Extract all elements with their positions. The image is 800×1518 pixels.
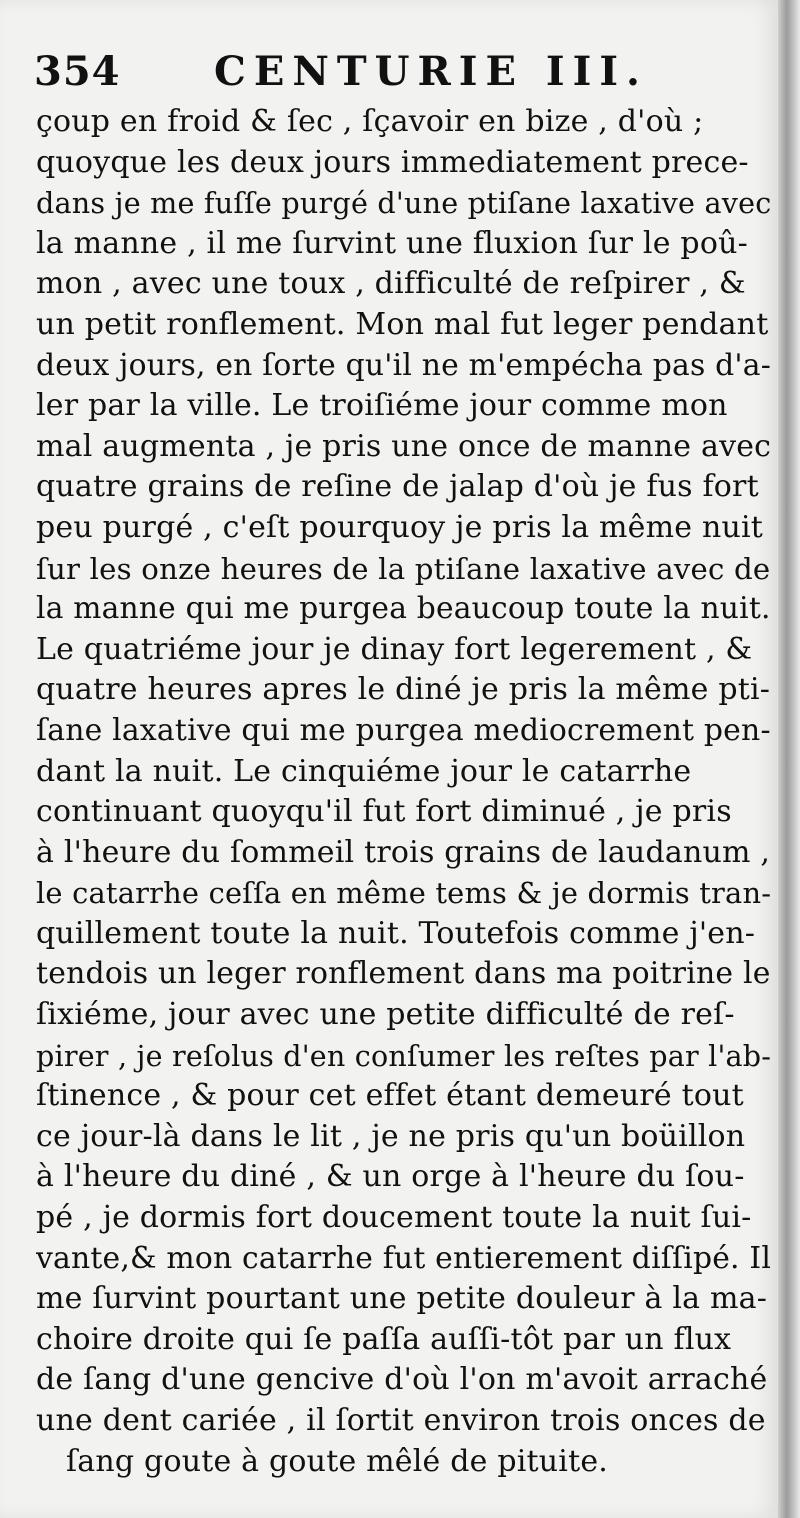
text-line: la manne , il me ſurvint une fluxion ſur le poû-: [36, 225, 748, 261]
text-line: dant la nuit. Le cinquiéme jour le catarrhe: [36, 753, 692, 789]
text-line: vante,& mon catarrhe fut entierement diſſipé. Il: [36, 1240, 772, 1276]
text-line: ſtinence , & pour cet effet étant demeuré tout: [36, 1078, 744, 1114]
text-line: peu purgé , c'eſt pourquoy je pris la même nuit: [36, 509, 764, 545]
text-line: dans je me fuſſe purgé d'une ptiſane laxative avec: [36, 186, 772, 221]
text-line: à l'heure du ſommeil trois grains de laudanum ,: [36, 834, 771, 870]
text-line: me ſurvint pourtant une petite douleur à la ma-: [36, 1281, 768, 1317]
text-line: le catarrhe ceſſa en même tems & je dormis tran-: [36, 876, 772, 911]
text-line: choire droite qui ſe paſſa auſſi-tôt par un flux: [36, 1321, 732, 1357]
text-line: continuant quoyqu'il fut fort diminué , je pris: [36, 794, 732, 830]
text-line-last: ſang goute à goute mêlé de pituite.: [66, 1443, 609, 1479]
text-line: à l'heure du diné , & un orge à l'heure du ſou-: [36, 1159, 745, 1195]
text-line: tendois un leger ronflement dans ma poitrine le: [36, 956, 771, 992]
text-line: ler par la ville. Le troiſiéme jour comme mon: [36, 388, 728, 424]
text-line: un petit ronflement. Mon mal fut leger pendant: [36, 306, 769, 342]
text-line: ſane laxative qui me purgea mediocrement pen-: [36, 712, 771, 748]
text-line: la manne qui me purgea beaucoup toute la nuit.: [36, 591, 771, 627]
text-line: deux jours, en ſorte qu'il ne m'empécha pas d'a-: [36, 347, 771, 383]
text-line: de ſang d'une gencive d'où l'on m'avoit arraché: [36, 1362, 768, 1398]
text-line: quatre heures apres le diné je pris la même pti-: [36, 672, 771, 708]
text-line: quillement toute la nuit. Toutefois comme j'en-: [36, 915, 756, 951]
text-line: mal augmenta , je pris une once de manne avec: [36, 428, 772, 464]
text-line: pirer , je reſolus d'en conſumer les reſtes par l'ab-: [36, 1038, 772, 1073]
text-line: mon , avec une toux , difficulté de reſpirer , &: [36, 266, 746, 302]
text-line: pé , je dormis fort doucement toute la nuit ſui-: [36, 1200, 752, 1236]
text-line: çoup en froid & ſec , ſçavoir en bize , d'où ;: [36, 104, 704, 139]
text-line: quoyque les deux jours immediatement prece-: [36, 144, 749, 180]
text-line: quatre grains de reſine de jalap d'où je fus fort: [36, 469, 759, 505]
text-line: ſur les onze heures de la ptiſane laxative avec de: [36, 551, 771, 586]
text-line: une dent cariée , il ſortit environ trois onces de: [36, 1403, 766, 1438]
page-edge: [778, 0, 800, 1518]
text-line: ſixiéme, jour avec une petite difficulté de reſ-: [36, 997, 735, 1033]
text-line: ce jour-là dans le lit , je ne pris qu'un boüillon: [36, 1118, 746, 1154]
running-head: [34, 48, 734, 104]
text-line: Le quatriéme jour je dinay fort legerement , &: [36, 631, 753, 667]
body-text: [36, 102, 776, 1482]
page-number: 354: [34, 48, 121, 95]
section-title: CENTURIE III.: [214, 48, 648, 95]
